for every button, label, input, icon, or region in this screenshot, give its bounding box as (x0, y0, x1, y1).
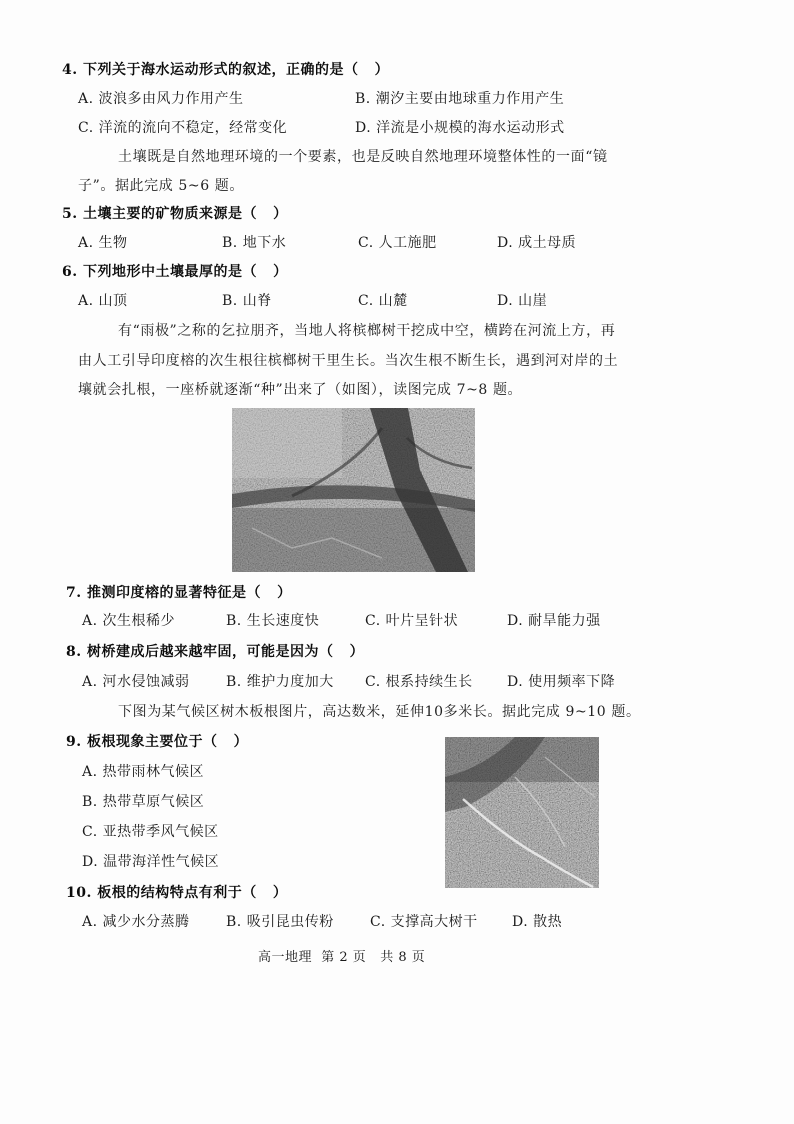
question-8-option-a: A. 河水侵蚀减弱 (82, 674, 190, 690)
question-6-stem: 6. 下列地形中土壤最厚的是（ ） (62, 264, 288, 280)
question-9-option-c: C. 亚热带季风气候区 (82, 824, 219, 840)
question-4-stem: 4. 下列关于海水运动形式的叙述，正确的是（ ） (62, 62, 390, 78)
question-9-option-a: A. 热带雨林气候区 (82, 764, 205, 780)
passage-root-bridge-line-3: 壤就会扎根，一座桥就逐渐“种”出来了（如图），读图完成 7~8 题。 (78, 382, 523, 398)
question-10-option-c: C. 支撑高大树干 (370, 914, 478, 930)
question-10-option-b: B. 吸引昆虫传粉 (226, 914, 334, 930)
question-8-option-d: D. 使用频率下降 (507, 674, 616, 690)
question-4-option-c: C. 洋流的流向不稳定，经常变化 (78, 120, 288, 136)
passage-root-bridge-line-1: 有“雨极”之称的乞拉朋齐，当地人将槟榔树干挖成中空，横跨在河流上方，再 (118, 323, 616, 339)
question-6-option-c: C. 山麓 (358, 293, 408, 309)
question-4-option-d: D. 洋流是小规模的海水运动形式 (355, 120, 565, 136)
question-5-option-c: C. 人工施肥 (358, 235, 437, 251)
question-5-option-d: D. 成土母质 (497, 235, 577, 251)
passage-buttress-root: 下图为某气候区树木板根图片，高达数米，延伸10多米长。据此完成 9~10 题。 (118, 704, 641, 720)
passage-soil-line-2: 子”。据此完成 5~6 题。 (78, 178, 245, 194)
question-6-option-a: A. 山顶 (78, 293, 128, 309)
question-4-option-b: B. 潮汐主要由地球重力作用产生 (355, 91, 565, 107)
question-9-stem: 9. 板根现象主要位于（ ） (66, 734, 249, 750)
question-7-option-c: C. 叶片呈针状 (365, 613, 459, 629)
question-9-option-b: B. 热带草原气候区 (82, 794, 205, 810)
question-10-stem: 10. 板根的结构特点有利于（ ） (66, 885, 288, 901)
question-7-option-a: A. 次生根稀少 (82, 613, 176, 629)
question-10-option-d: D. 散热 (512, 914, 563, 930)
question-10-option-a: A. 减少水分蒸腾 (82, 914, 190, 930)
passage-root-bridge-line-2: 由人工引导印度榕的次生根往槟榔树干里生长。当次生根不断生长，遇到河对岸的土 (78, 353, 619, 369)
question-5-stem: 5. 土壤主要的矿物质来源是（ ） (62, 206, 288, 222)
question-5-option-b: B. 地下水 (222, 235, 287, 251)
page-footer: 高一地理 第 2 页 共 8 页 (258, 950, 426, 965)
photo-buttress-root (445, 737, 599, 888)
question-8-option-b: B. 维护力度加大 (226, 674, 334, 690)
question-6-option-b: B. 山脊 (222, 293, 272, 309)
question-8-option-c: C. 根系持续生长 (365, 674, 473, 690)
question-9-option-d: D. 温带海洋性气候区 (82, 854, 220, 870)
question-7-stem: 7. 推测印度榕的显著特征是（ ） (66, 585, 292, 601)
question-8-stem: 8. 树桥建成后越来越牢固，可能是因为（ ） (66, 644, 365, 660)
photo-root-bridge (232, 408, 475, 572)
question-5-option-a: A. 生物 (78, 235, 128, 251)
question-6-option-d: D. 山崖 (497, 293, 548, 309)
question-4-option-a: A. 波浪多由风力作用产生 (78, 91, 244, 107)
question-7-option-d: D. 耐旱能力强 (507, 613, 601, 629)
passage-soil-line-1: 土壤既是自然地理环境的一个要素，也是反映自然地理环境整体性的一面“镜 (118, 149, 608, 165)
question-7-option-b: B. 生长速度快 (226, 613, 320, 629)
